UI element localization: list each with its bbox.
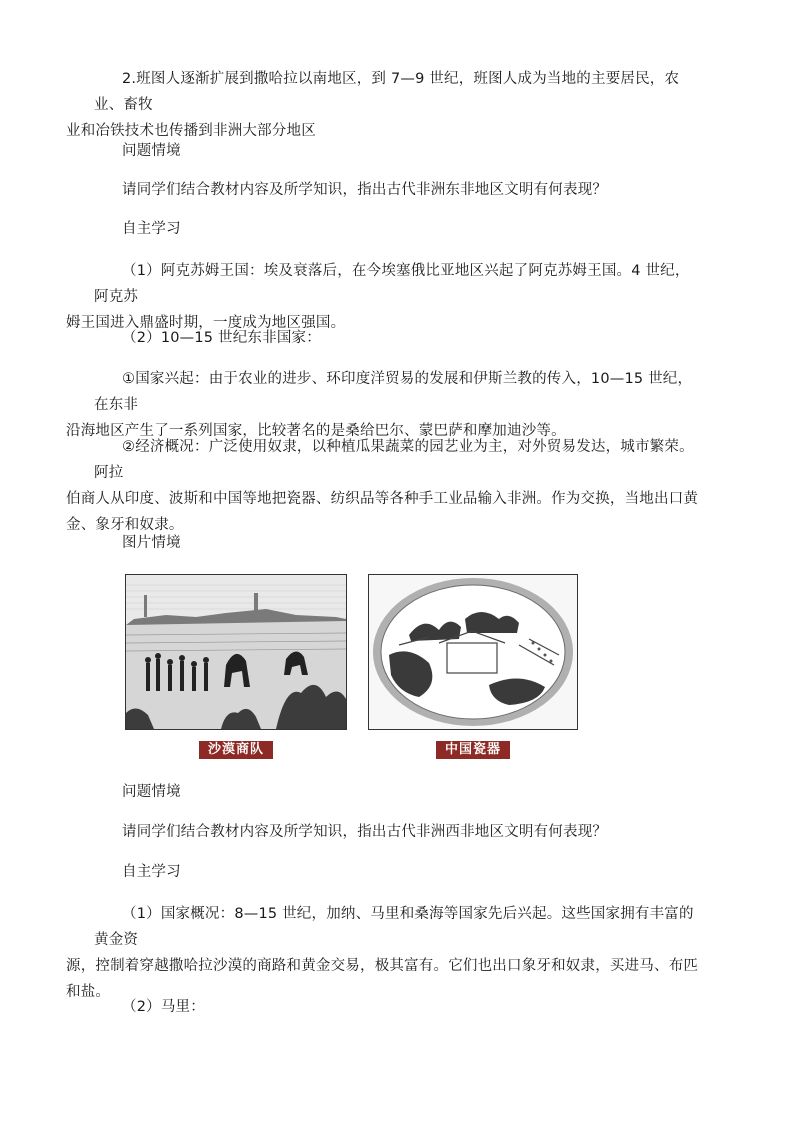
text-line: ①国家兴起：由于农业的进步、环印度洋贸易的发展和伊斯兰教的传入，10—15 世纪，在东非 <box>94 371 693 413</box>
caption-desert-caravan: 沙漠商队 <box>199 741 273 759</box>
heading-problem-situation: 问题情境 <box>122 143 181 159</box>
text-line: 2.班图人逐渐扩展到撒哈拉以南地区，到 7—9 世纪，班图人成为当地的主要居民，农业、畜牧 <box>94 71 680 113</box>
text-line: ②经济概况：广泛使用奴隶，以种植瓜果蔬菜的园艺业为主，对外贸易发达，城市繁荣。阿拉 <box>94 439 694 481</box>
heading-self-study-2: 自主学习 <box>122 864 181 880</box>
paragraph-state-rise <box>66 366 702 444</box>
text-line: 业和冶铁技术也传播到非洲大部分地区 <box>66 123 316 139</box>
text-line: 源，控制着穿越撒哈拉沙漠的商路和黄金交易，极其富有。它们也出口象牙和奴隶，买进马、布匹 <box>66 958 699 974</box>
text-line: 伯商人从印度、波斯和中国等地把瓷器、纺织品等各种手工业品输入非洲。作为交换，当地出口黄 <box>66 491 699 507</box>
text-line: 沿海地区产生了一系列国家，比较著名的是桑给巴尔、蒙巴萨和摩加迪沙等。 <box>66 423 566 439</box>
heading-problem-situation-2: 问题情境 <box>122 784 181 800</box>
text-line: 金、象牙和奴隶。 <box>66 517 184 533</box>
question-east-africa: 请同学们结合教材内容及所学知识，指出古代非洲东非地区文明有何表现？ <box>122 182 608 198</box>
paragraph-economy <box>66 434 702 538</box>
paragraph-west-africa <box>66 901 702 1005</box>
question-west-africa: 请同学们结合教材内容及所学知识，指出古代非洲西非地区文明有何表现？ <box>122 824 608 840</box>
desert-caravan-engraving-icon <box>125 574 347 730</box>
text-line: 和盐。 <box>66 984 111 1000</box>
caption-chinese-porcelain: 中国瓷器 <box>436 741 510 759</box>
text-line: （1）国家概况：8—15 世纪，加纳、马里和桑海等国家先后兴起。这些国家拥有丰富的黄金资 <box>94 906 694 948</box>
paragraph-bantu <box>66 66 702 144</box>
paragraph-mali: （2）马里： <box>122 999 205 1015</box>
text-line: （1）阿克苏姆王国：埃及衰落后，在今埃塞俄比亚地区兴起了阿克苏姆王国。4 世纪，阿克苏 <box>94 263 690 305</box>
chinese-porcelain-plate-icon <box>368 574 578 730</box>
heading-self-study: 自主学习 <box>122 221 181 237</box>
text-line: 姆王国进入鼎盛时期，一度成为地区强国。 <box>66 315 346 331</box>
paragraph-east-africa-title: （2）10—15 世纪东非国家： <box>122 330 321 346</box>
heading-picture-situation: 图片情境 <box>122 535 181 551</box>
